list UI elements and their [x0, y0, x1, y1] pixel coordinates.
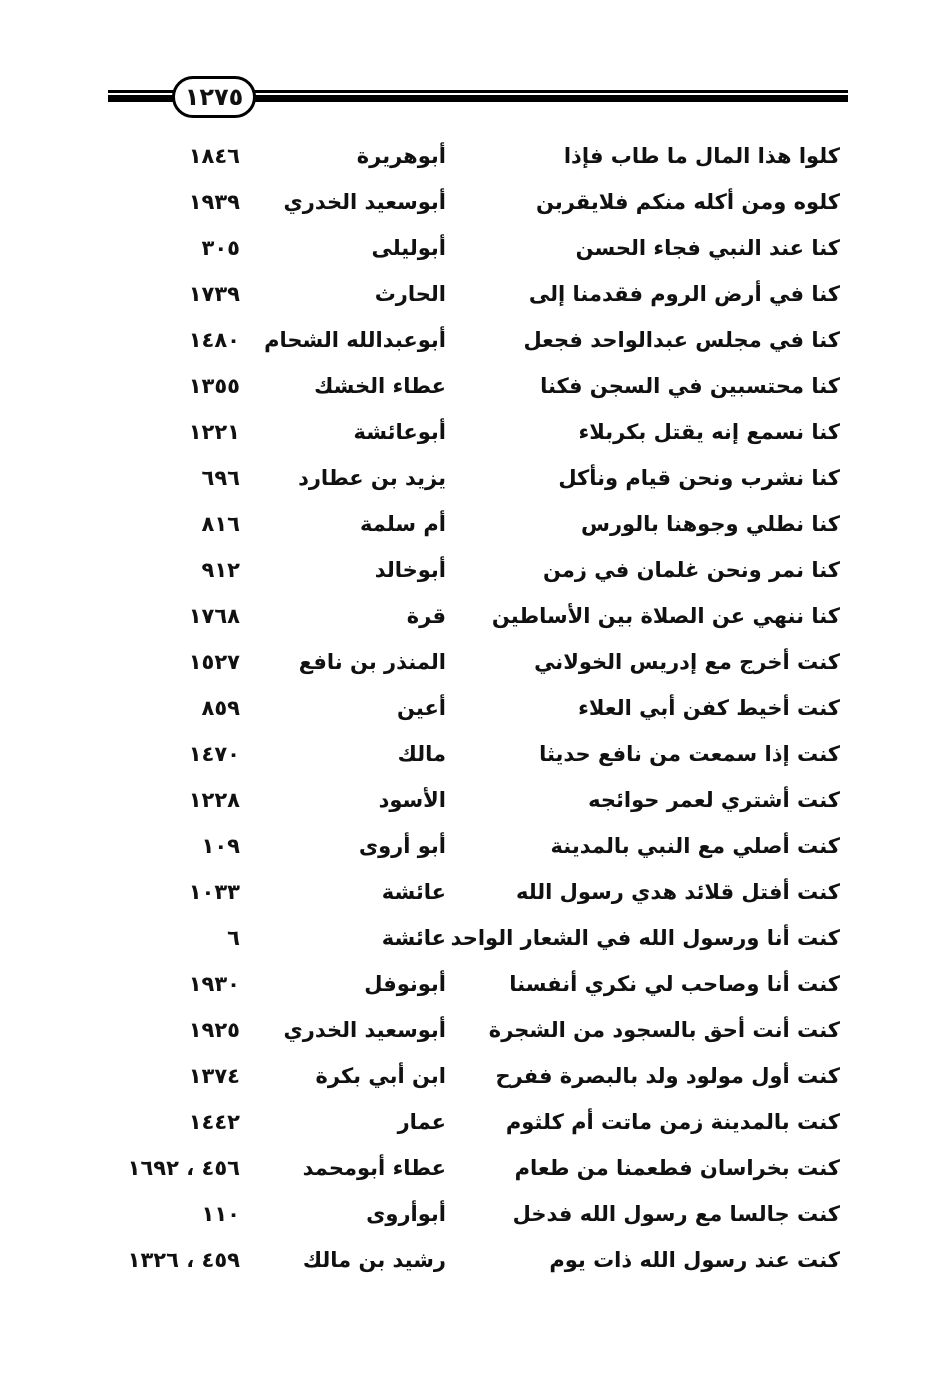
hadith-number: ١٣٥٥ [188, 374, 240, 398]
index-row [100, 961, 848, 1007]
narrator-name: عائشة [381, 880, 446, 904]
narrator-name: أعين [396, 696, 446, 720]
hadith-text: كنا نمر ونحن غلمان في زمن [542, 558, 840, 582]
hadith-index-table [100, 133, 848, 1283]
hadith-text: كلوا هذا المال ما طاب فإذا [563, 144, 840, 168]
hadith-text: كنا نطلي وجوهنا بالورس [580, 512, 840, 536]
hadith-text: كنت أنا وصاحب لي نكري أنفسنا [509, 972, 840, 996]
narrator-name: أبونوفل [364, 972, 446, 996]
index-row [100, 915, 848, 961]
index-row [100, 1007, 848, 1053]
index-row [100, 593, 848, 639]
hadith-number: ١٢٢٨ [188, 788, 240, 812]
narrator-name: أبوسعيد الخدري [283, 190, 446, 214]
index-row [100, 1145, 848, 1191]
narrator-name: أبوسعيد الخدري [283, 1018, 446, 1042]
narrator-name: أبوعبدالله الشحام [264, 328, 446, 352]
hadith-text: كنا ننهي عن الصلاة بين الأساطين [491, 604, 840, 628]
narrator-name: ابن أبي بكرة [315, 1064, 446, 1088]
hadith-text: كنا في مجلس عبدالواحد فجعل [523, 328, 840, 352]
hadith-number: ٣٠٥ [201, 236, 240, 260]
hadith-text: كنا نشرب ونحن قيام ونأكل [558, 466, 840, 490]
index-row [100, 455, 848, 501]
hadith-number: ١٤٤٢ [188, 1110, 240, 1134]
hadith-number: ١٧٦٨ [188, 604, 240, 628]
index-row [100, 1099, 848, 1145]
hadith-text: كنت أخرج مع إدريس الخولاني [534, 650, 840, 674]
hadith-text: كنت بخراسان فطعمنا من طعام [514, 1156, 840, 1180]
hadith-text: كنت أشتري لعمر حوائجه [588, 788, 840, 812]
hadith-text: كنا محتسبين في السجن فكنا [540, 374, 840, 398]
narrator-name: عطاء الخشك [314, 374, 446, 398]
narrator-name: الأسود [378, 788, 446, 812]
hadith-number: ١٩٣٩ [188, 190, 240, 214]
hadith-text: كنت عند رسول الله ذات يوم [549, 1248, 840, 1272]
narrator-name: الحارث [374, 282, 446, 306]
index-row [100, 1191, 848, 1237]
hadith-number: ١٩٢٥ [188, 1018, 240, 1042]
index-row [100, 225, 848, 271]
narrator-name: المنذر بن نافع [298, 650, 446, 674]
hadith-number: ٤٥٦ ، ١٦٩٢ [127, 1156, 240, 1180]
index-row [100, 823, 848, 869]
index-row [100, 777, 848, 823]
index-row [100, 731, 848, 777]
hadith-text: كنت أصلي مع النبي بالمدينة [550, 834, 840, 858]
narrator-name: أبوخالد [374, 558, 446, 582]
hadith-text: كنت جالسا مع رسول الله فدخل [512, 1202, 840, 1226]
hadith-text: كنت أنت أحق بالسجود من الشجرة [488, 1018, 840, 1042]
hadith-text: كنت أنا ورسول الله في الشعار الواحد [450, 926, 840, 950]
hadith-number: ١٣٧٤ [188, 1064, 240, 1088]
hadith-text: كنا نسمع إنه يقتل بكربلاء [578, 420, 840, 444]
index-row [100, 317, 848, 363]
index-row [100, 363, 848, 409]
page-header [108, 76, 848, 120]
hadith-text: كنا عند النبي فجاء الحسن [575, 236, 840, 260]
hadith-number: ١١٠ [201, 1202, 240, 1226]
index-row [100, 547, 848, 593]
hadith-text: كنت أول مولود ولد بالبصرة ففرح [495, 1064, 840, 1088]
narrator-name: أبوهريرة [356, 144, 446, 168]
hadith-number: ٦٩٦ [201, 466, 240, 490]
index-row [100, 639, 848, 685]
narrator-name: أم سلمة [360, 512, 446, 536]
hadith-number: ١٤٧٠ [188, 742, 240, 766]
narrator-name: مالك [397, 742, 446, 766]
hadith-number: ٦ [227, 926, 240, 950]
narrator-name: أبوأروى [366, 1202, 446, 1226]
index-row [100, 1053, 848, 1099]
narrator-name: أبوليلى [371, 236, 446, 260]
hadith-number: ١٩٣٠ [188, 972, 240, 996]
hadith-text: كنت إذا سمعت من نافع حديثا [539, 742, 840, 766]
hadith-number: ١٧٣٩ [188, 282, 240, 306]
index-row [100, 685, 848, 731]
hadith-text: كنت أخيط كفن أبي العلاء [578, 696, 840, 720]
index-row [100, 869, 848, 915]
narrator-name: عطاء أبومحمد [302, 1156, 446, 1180]
hadith-text: كنت بالمدينة زمن ماتت أم كلثوم [505, 1110, 840, 1134]
hadith-text: كلوه ومن أكله منكم فلايقربن [535, 190, 840, 214]
index-row [100, 501, 848, 547]
hadith-number: ١٤٨٠ [188, 328, 240, 352]
hadith-number: ٨١٦ [201, 512, 240, 536]
hadith-text: كنا في أرض الروم فقدمنا إلى [528, 282, 840, 306]
index-row [100, 133, 848, 179]
narrator-name: أبوعائشة [353, 420, 446, 444]
hadith-number: ١٠٣٣ [188, 880, 240, 904]
hadith-text: كنت أفتل قلائد هدي رسول الله [515, 880, 840, 904]
narrator-name: عمار [397, 1110, 446, 1134]
hadith-number: ١٠٩ [201, 834, 240, 858]
hadith-number: ١٥٢٧ [188, 650, 240, 674]
narrator-name: يزيد بن عطارد [298, 466, 446, 490]
page-number: ١٢٧٥ [172, 76, 256, 118]
hadith-number: ٨٥٩ [201, 696, 240, 720]
hadith-number: ٤٥٩ ، ١٣٢٦ [127, 1248, 240, 1272]
index-row [100, 409, 848, 455]
narrator-name: عائشة [381, 926, 446, 950]
narrator-name: قرة [406, 604, 446, 628]
index-row [100, 271, 848, 317]
narrator-name: أبو أروى [358, 834, 446, 858]
hadith-number: ١٨٤٦ [188, 144, 240, 168]
narrator-name: رشيد بن مالك [302, 1248, 446, 1272]
index-row [100, 1237, 848, 1283]
hadith-number: ١٢٢١ [188, 420, 240, 444]
hadith-number: ٩١٢ [201, 558, 240, 582]
index-row [100, 179, 848, 225]
